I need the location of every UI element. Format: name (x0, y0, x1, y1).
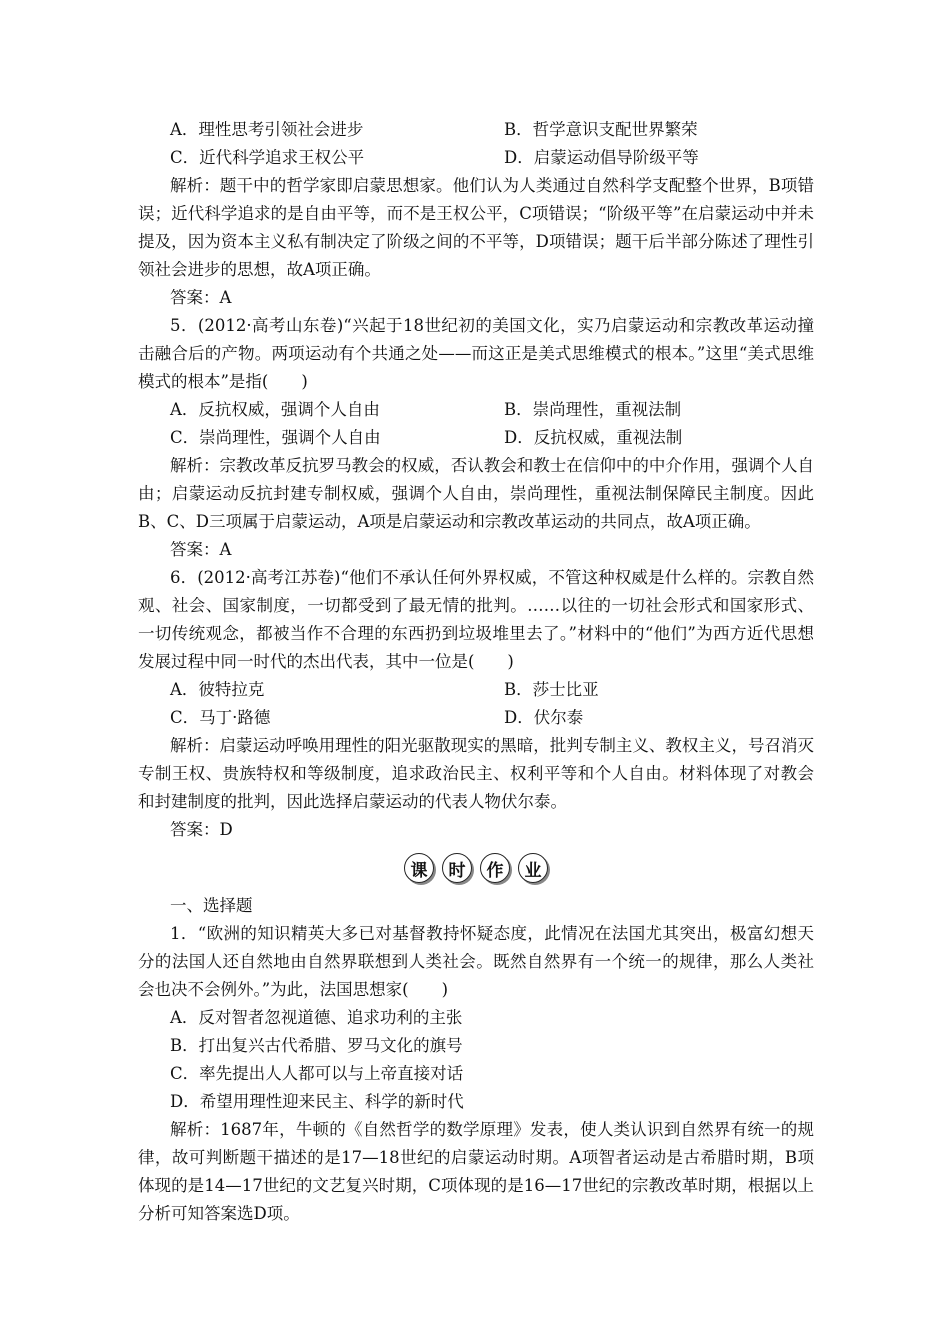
question-stem: 5．(2012·高考山东卷)“兴起于18世纪初的美国文化，实乃启蒙运动和宗教改革运动撞击融合后的产物。两项运动有个共通之处——而这正是美式思维模式的根本。”这里“美式思维模式的根本”是指( ) (138, 316, 814, 391)
options-row (138, 396, 814, 424)
option-d: D．伏尔泰 (504, 708, 584, 727)
analysis-text: 解析：1687年，牛顿的《自然哲学的数学原理》发表，使人类认识到自然界有统一的规律，故可判断题干描述的是17—18世纪的启蒙运动时期。A项智者运动是古希腊时期，B项体现的是14—17世纪的文艺复兴时期，C项体现的是16—17世纪的宗教改革时期，根据以上分析可知答案选D项。 (138, 1120, 814, 1223)
section-banner (138, 848, 814, 888)
question-stem: 1．“欧洲的知识精英大多已对基督教持怀疑态度，此情况在法国尤其突出，极富幻想天分的法国人还自然地由自然界联想到人类社会。既然自然界有一个统一的规律，那么人类社会也决不会例外。”为此，法国思想家( ) (138, 924, 814, 999)
option-d: D．希望用理性迎来民主、科学的新时代 (170, 1092, 464, 1111)
option-d: D．反抗权威，重视法制 (504, 428, 683, 447)
options-row (138, 676, 814, 704)
option-a: A．反对智者忽视道德、追求功利的主张 (170, 1008, 463, 1027)
option-c: C．近代科学追求王权公平 (170, 148, 365, 167)
banner-char: 时 (442, 853, 472, 883)
option-a: A．理性思考引领社会进步 (170, 120, 364, 139)
analysis-text: 解析：题干中的哲学家即启蒙思想家。他们认为人类通过自然科学支配整个世界，B项错误；近代科学追求的是自由平等，而不是王权公平，C项错误；“阶级平等”在启蒙运动中并未提及，因为资本主义私有制决定了阶级之间的不平等，D项错误；题干后半部分陈述了理性引领社会进步的思想，故A项正确。 (138, 176, 814, 279)
option-c: C．率先提出人人都可以与上帝直接对话 (170, 1064, 464, 1083)
banner-char: 课 (404, 853, 434, 883)
options-row (138, 424, 814, 452)
options-row (138, 704, 814, 732)
option-a: A．反抗权威，强调个人自由 (170, 400, 380, 419)
option-c: C．马丁·路德 (170, 708, 271, 727)
options-row (138, 116, 814, 144)
answer-text: 答案：A (170, 288, 232, 307)
section-title: 一、选择题 (170, 896, 253, 915)
banner-char: 业 (518, 853, 548, 883)
question-stem: 6．(2012·高考江苏卷)“他们不承认任何外界权威，不管这种权威是什么样的。宗教自然观、社会、国家制度，一切都受到了最无情的批判。……以往的一切社会形式和国家形式、一切传统观念，都被当作不合理的东西扔到垃圾堆里去了。”材料中的“他们”为西方近代思想发展过程中同一时代的杰出代表，其中一位是( ) (138, 568, 814, 671)
option-b: B．打出复兴古代希腊、罗马文化的旗号 (170, 1036, 463, 1055)
option-b: B．莎士比亚 (504, 680, 599, 699)
option-c: C．崇尚理性，强调个人自由 (170, 428, 381, 447)
analysis-text: 解析：宗教改革反抗罗马教会的权威，否认教会和教士在信仰中的中介作用，强调个人自由；启蒙运动反抗封建专制权威，强调个人自由，崇尚理性，重视法制保障民主制度。因此B、C、D三项属于启蒙运动，A项是启蒙运动和宗教改革运动的共同点，故A项正确。 (138, 456, 814, 531)
banner-char: 作 (480, 853, 510, 883)
options-row (138, 144, 814, 172)
option-b: B．崇尚理性，重视法制 (504, 400, 682, 419)
option-d: D．启蒙运动倡导阶级平等 (504, 148, 699, 167)
analysis-text: 解析：启蒙运动呼唤用理性的阳光驱散现实的黑暗，批判专制主义、教权主义，号召消灭专制王权、贵族特权和等级制度，追求政治民主、权利平等和个人自由。材料体现了对教会和封建制度的批判，因此选择启蒙运动的代表人物伏尔泰。 (138, 736, 814, 811)
document-page (138, 116, 814, 1228)
option-a: A．彼特拉克 (170, 680, 265, 699)
answer-text: 答案：A (170, 540, 232, 559)
answer-text: 答案：D (170, 820, 233, 839)
option-b: B．哲学意识支配世界繁荣 (504, 120, 698, 139)
